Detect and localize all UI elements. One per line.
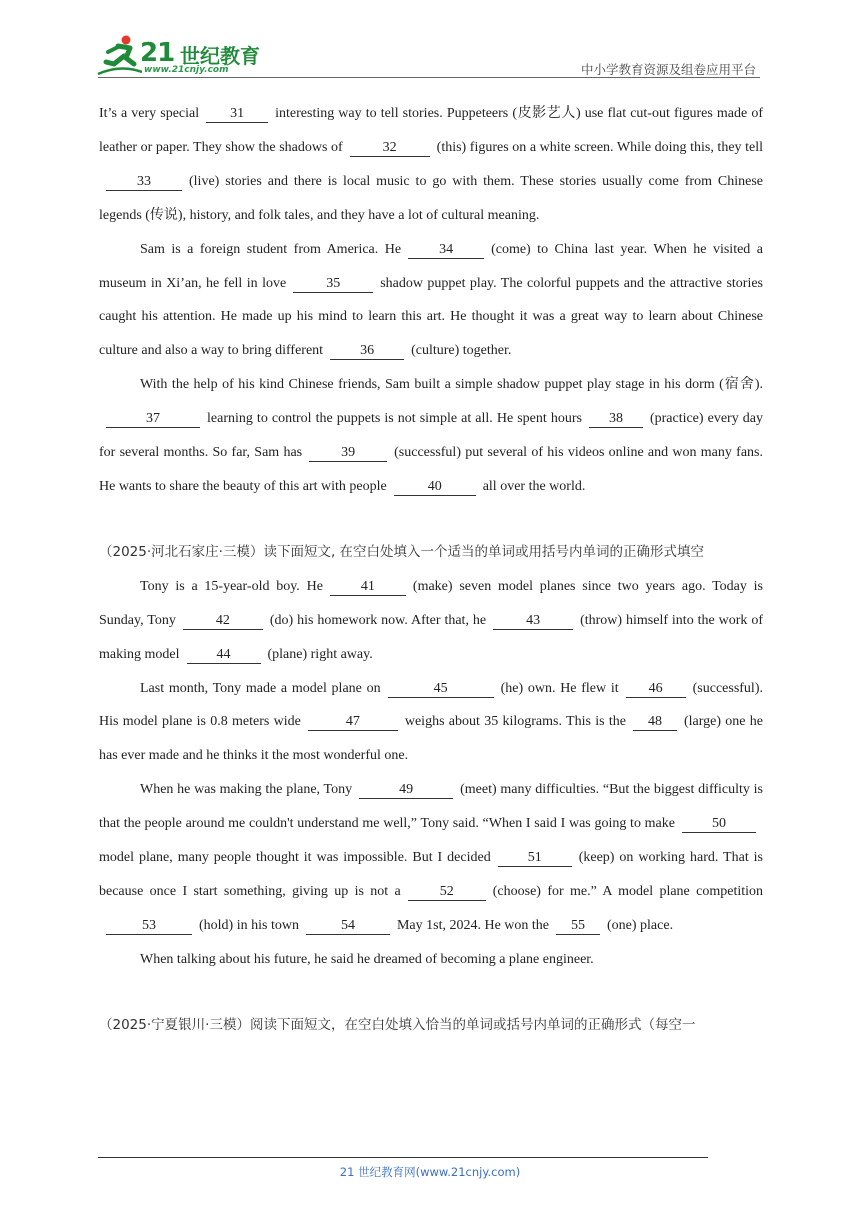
answer-blank[interactable]: 49 xyxy=(359,782,453,799)
answer-blank[interactable]: 36 xyxy=(330,343,404,360)
answer-blank[interactable]: 40 xyxy=(394,479,476,496)
header-tagline: 中小学教育资源及组卷应用平台 xyxy=(580,62,756,77)
logo xyxy=(96,34,266,78)
answer-blank[interactable]: 47 xyxy=(308,714,398,731)
document-body xyxy=(99,97,763,1043)
passage2-paragraph-1: Tony is a 15-year-old boy. He 41 (make) seven model planes since two years ago. Today is Sunday, Tony 42 (do) his homework now. After that, he 43 (throw) himself into the work of making model 44 (plane) right away. xyxy=(99,578,763,662)
passage1-paragraph-2: Sam is a foreign student from America. He 34 (come) to China last year. When he visited a museum in Xi’an, he fell in love 35 shadow puppet play. The colorful puppets and the attractive stories caught his attention. He made up his mind to learn this art. He thought it was a great way to learn about Chinese culture and also a way to bring different 36 (culture) together. xyxy=(99,241,763,359)
footer-divider xyxy=(98,1157,708,1158)
section2-instruction: （2025·河北石家庄·三模）读下面短文, 在空白处填入一个适当的单词或用括号内单词的正确形式填空 xyxy=(99,543,705,560)
passage2-paragraph-2: Last month, Tony made a model plane on 45 (he) own. He flew it 46 (successful). His model plane is 0.8 meters wide 47 weighs about 35 kilograms. This is the 48 (large) one he has ever made and he thinks it the most wonderful one. xyxy=(99,680,763,764)
answer-blank[interactable]: 51 xyxy=(498,850,572,867)
logo-number: 21 xyxy=(140,38,175,68)
passage2-paragraph-3: When he was making the plane, Tony 49 (meet) many difficulties. “But the biggest difficulty is that the people around me couldn't understand me well,” Tony said. “When I said I was going to make 50model plane, many people thought it was impossible. But I decided 51 (keep) on working hard. That is because once I start something, giving up is not a 52 (choose) for me.” A model plane competition53 (hold) in his town 54 May 1st, 2024. He won the 55 (one) place. xyxy=(99,782,764,933)
answer-blank[interactable]: 54 xyxy=(306,918,390,935)
answer-blank[interactable]: 55 xyxy=(556,918,600,935)
header-divider xyxy=(98,77,760,78)
passage1-paragraph-3: With the help of his kind Chinese friends, Sam built a simple shadow puppet play stage in his dorm (宿舍).37 learning to control the puppets is not simple at all. He spent hours 38 (practice) every day for several months. So far, Sam has 39 (successful) put several of his videos online and won many fans. He wants to share the beauty of this art with people 40 all over the world. xyxy=(99,377,763,494)
answer-blank[interactable]: 31 xyxy=(206,106,268,123)
answer-blank[interactable]: 44 xyxy=(187,647,261,664)
answer-blank[interactable]: 34 xyxy=(408,242,484,259)
footer-text: 21 世纪教育网(www.21cnjy.com) xyxy=(339,1165,521,1179)
answer-blank[interactable]: 45 xyxy=(388,681,494,698)
answer-blank[interactable]: 46 xyxy=(626,681,686,698)
answer-blank[interactable]: 37 xyxy=(106,411,200,428)
logo-text: 世纪教育 xyxy=(180,44,260,68)
answer-blank[interactable]: 42 xyxy=(183,613,263,630)
runner-logo-icon xyxy=(96,34,142,78)
section3-instruction: （2025·宁夏银川·三模）阅读下面短文，在空白处填入恰当的单词或括号内单词的正确形式（每空一 xyxy=(99,1016,696,1033)
logo-url: www.21cnjy.com xyxy=(144,65,229,75)
page-header xyxy=(0,0,860,80)
answer-blank[interactable]: 53 xyxy=(106,918,192,935)
passage1-paragraph-1: It’s a very special 31 interesting way to tell stories. Puppeteers (皮影艺人) use flat cut-out figures made of leather or paper. They show the shadows of 32 (this) figures on a white screen. While doing this, they tell33 (live) stories and there is local music to go with them. These stories usually come from Chinese legends (传说), history, and folk tales, and they have a lot of cultural meaning. xyxy=(99,106,763,223)
answer-blank[interactable]: 32 xyxy=(350,140,430,157)
answer-blank[interactable]: 33 xyxy=(106,174,182,191)
answer-blank[interactable]: 52 xyxy=(408,884,486,901)
answer-blank[interactable]: 48 xyxy=(633,714,677,731)
answer-blank[interactable]: 35 xyxy=(293,276,373,293)
answer-blank[interactable]: 41 xyxy=(330,579,406,596)
answer-blank[interactable]: 38 xyxy=(589,411,643,428)
answer-blank[interactable]: 43 xyxy=(493,613,573,630)
answer-blank[interactable]: 50 xyxy=(682,816,756,833)
answer-blank[interactable]: 39 xyxy=(309,445,387,462)
passage2-paragraph-4: When talking about his future, he said he dreamed of becoming a plane engineer. xyxy=(140,951,594,967)
